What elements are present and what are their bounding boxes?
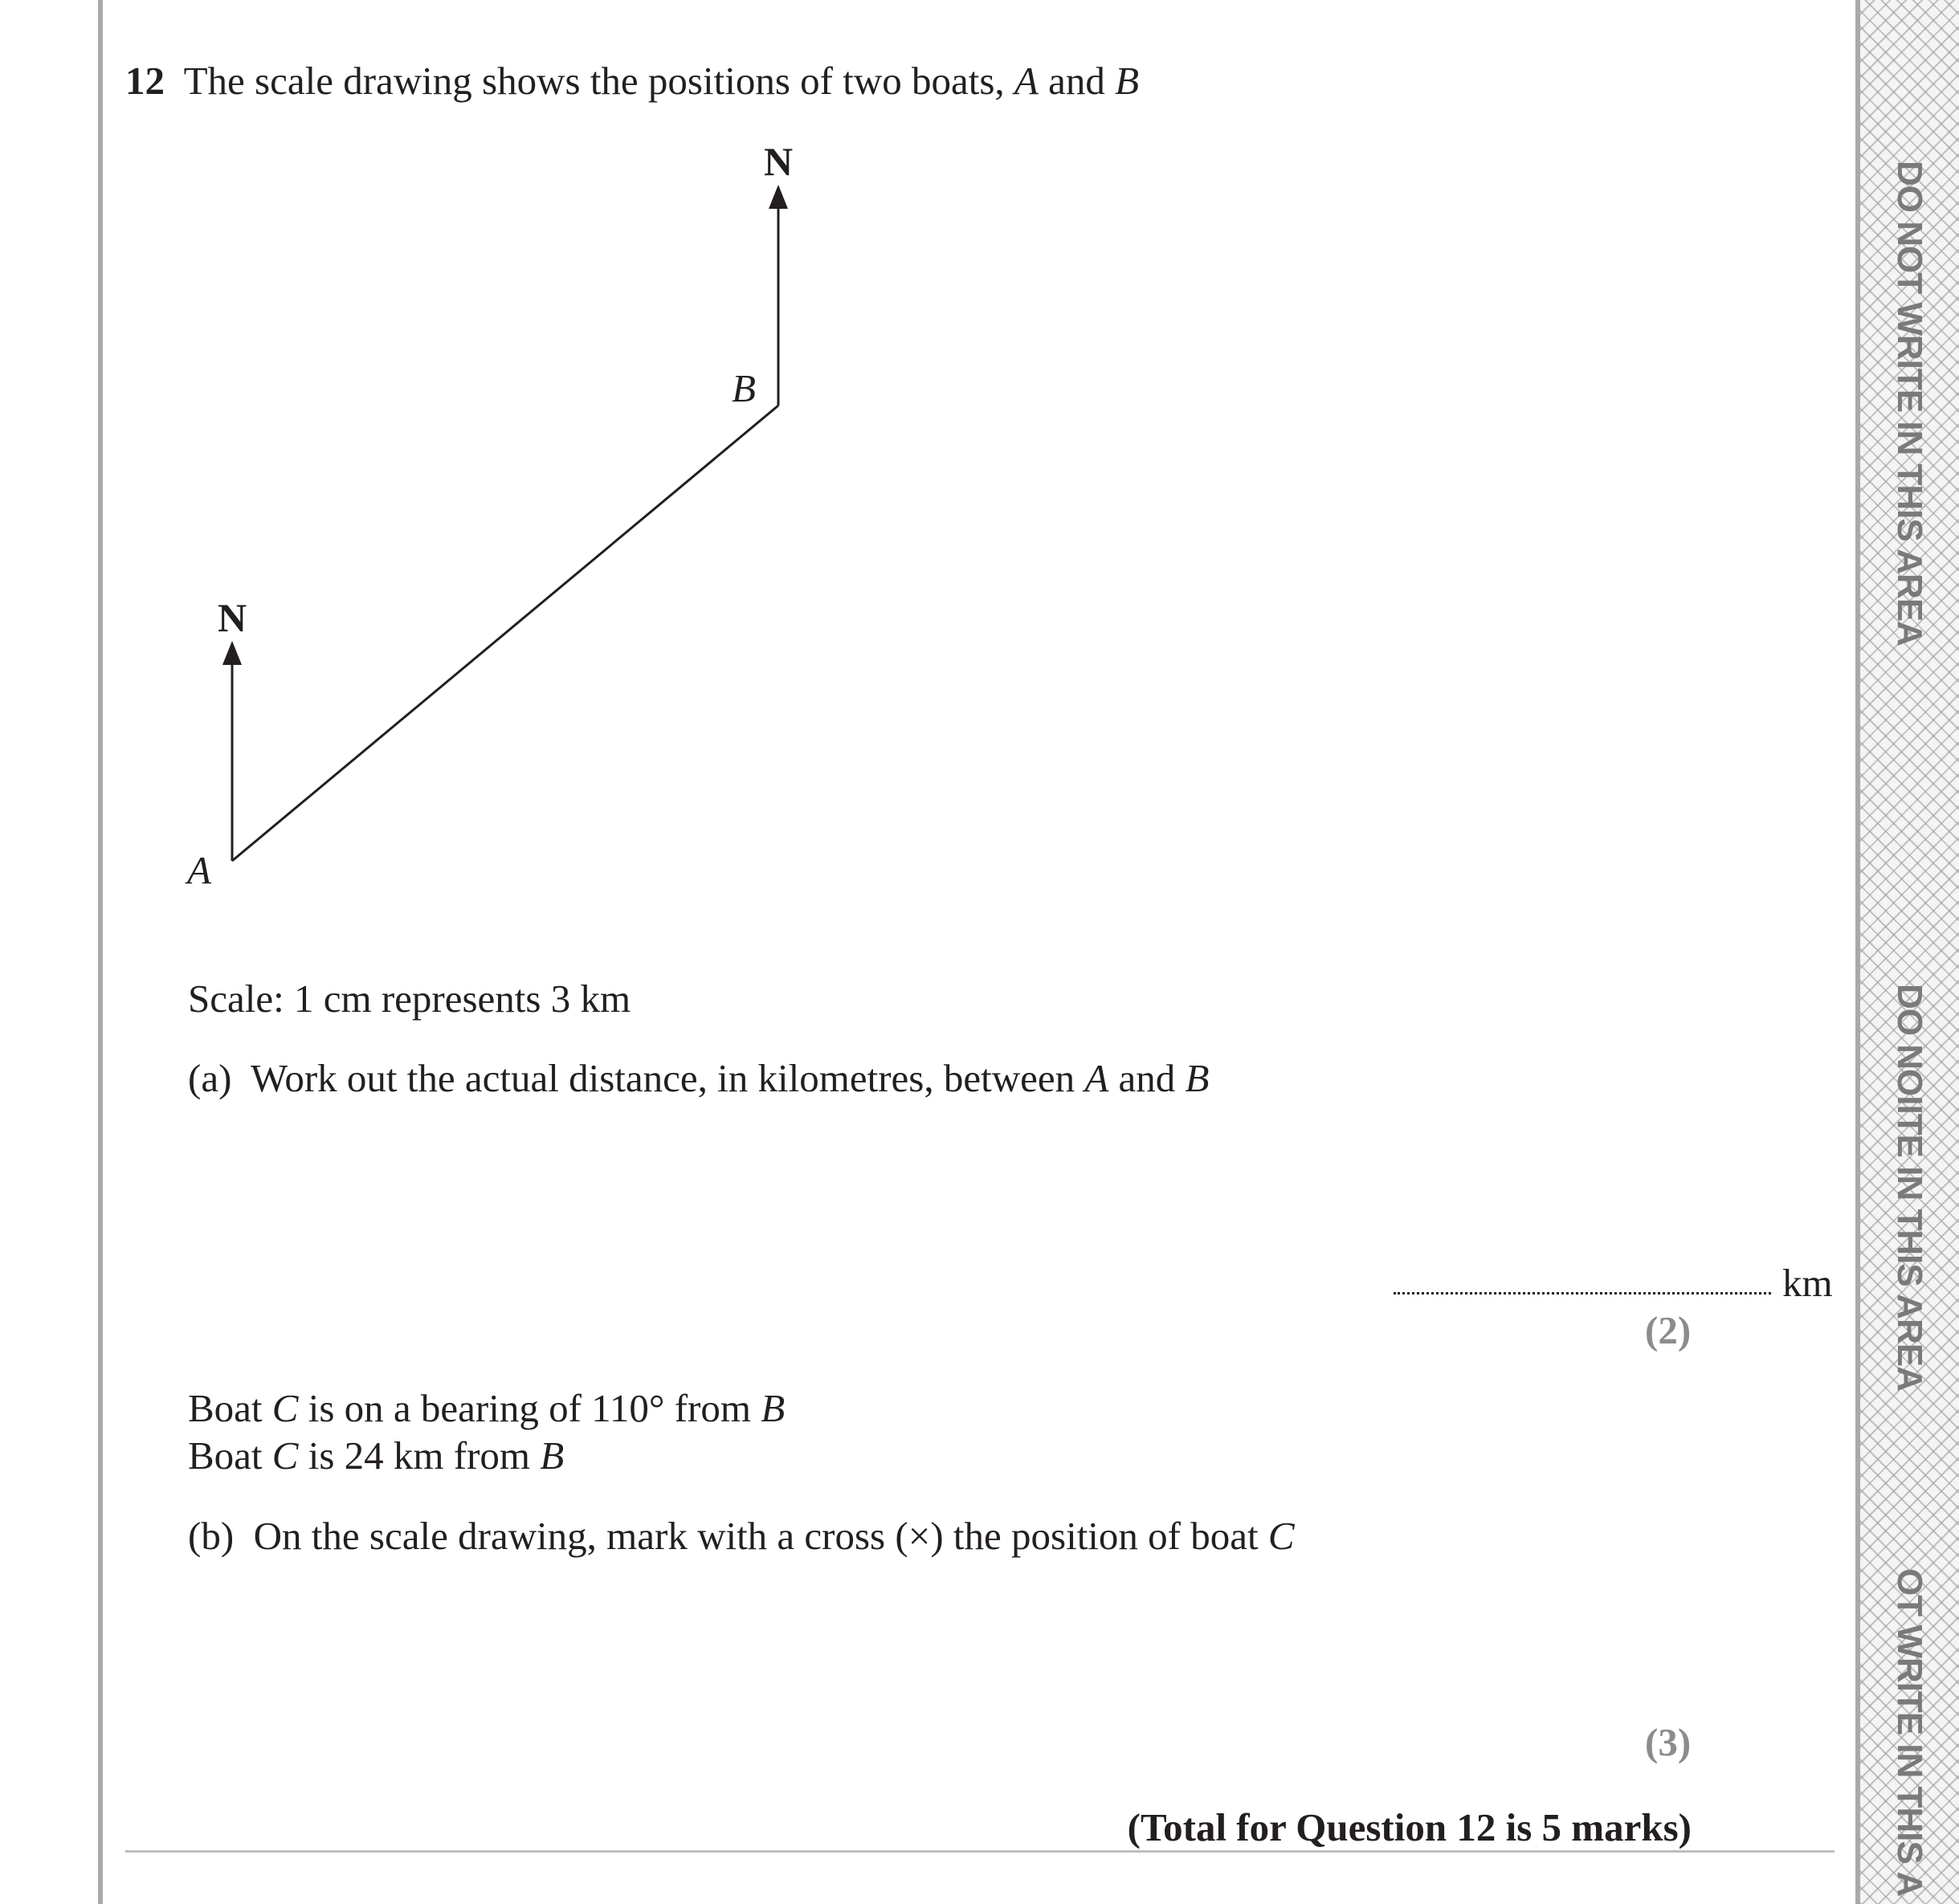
part-a-label: (a) [188,1056,232,1100]
boat-c-line1-text: is on a bearing of 110° from [308,1386,751,1430]
scale-text: Scale: 1 cm represents 3 km [188,976,631,1021]
boat-c-line1-end: B [761,1386,786,1430]
question-and: and [1048,59,1105,103]
boat-c-line1-var: C [271,1386,299,1430]
question-intro: The scale drawing shows the positions of two boats, [183,59,1005,103]
line-a-to-b [232,406,778,861]
question-boat-a: A [1014,59,1039,103]
margin-note-bottom: OT WRITE IN THIS A [1890,1568,1929,1897]
north-label-a: N [217,595,247,640]
north-arrow-a-icon [222,641,242,665]
part-a-marks: (2) [1645,1308,1692,1352]
boat-c-line1-prefix: Boat [188,1386,263,1430]
boat-c-line2-prefix: Boat [188,1433,263,1478]
question-boat-b: B [1115,59,1140,103]
point-b-label: B [732,366,756,410]
boat-c-bearing [188,1388,785,1428]
boat-c-distance [188,1433,565,1478]
margin-note-middle: DO NOIITE IN THIS AREA [1890,984,1929,1391]
part-a-and: and [1118,1056,1176,1100]
boat-c-line2-text: is 24 km from [308,1433,531,1478]
part-a-var-a: A [1084,1056,1109,1100]
boat-c-line2-var: C [271,1433,299,1478]
part-a-var-b: B [1185,1056,1210,1100]
question-total: (Total for Question 12 is 5 marks) [1127,1805,1692,1849]
bottom-rule [125,1850,1835,1853]
part-b-var-c: C [1267,1514,1295,1558]
point-a-label: A [187,848,211,892]
north-label-b: N [763,139,794,184]
part-b-text: On the scale drawing, mark with a cross (×) the position of boat [253,1514,1259,1558]
part-a-question [188,1058,1209,1098]
margin-note-top: DO NOT WRITE IN THIS AREA [1890,161,1929,646]
part-b-question [188,1514,1295,1558]
north-arrow-b-icon [769,185,788,209]
part-b-label: (b) [188,1514,235,1558]
part-b-marks: (3) [1645,1720,1692,1764]
part-a-text: Work out the actual distance, in kilometres, between [251,1056,1075,1100]
part-a-unit: km [1782,1261,1833,1305]
question-number: 12 [125,59,165,103]
part-a-answer-line[interactable] [1394,1292,1771,1294]
boat-c-line2-end: B [540,1433,565,1478]
